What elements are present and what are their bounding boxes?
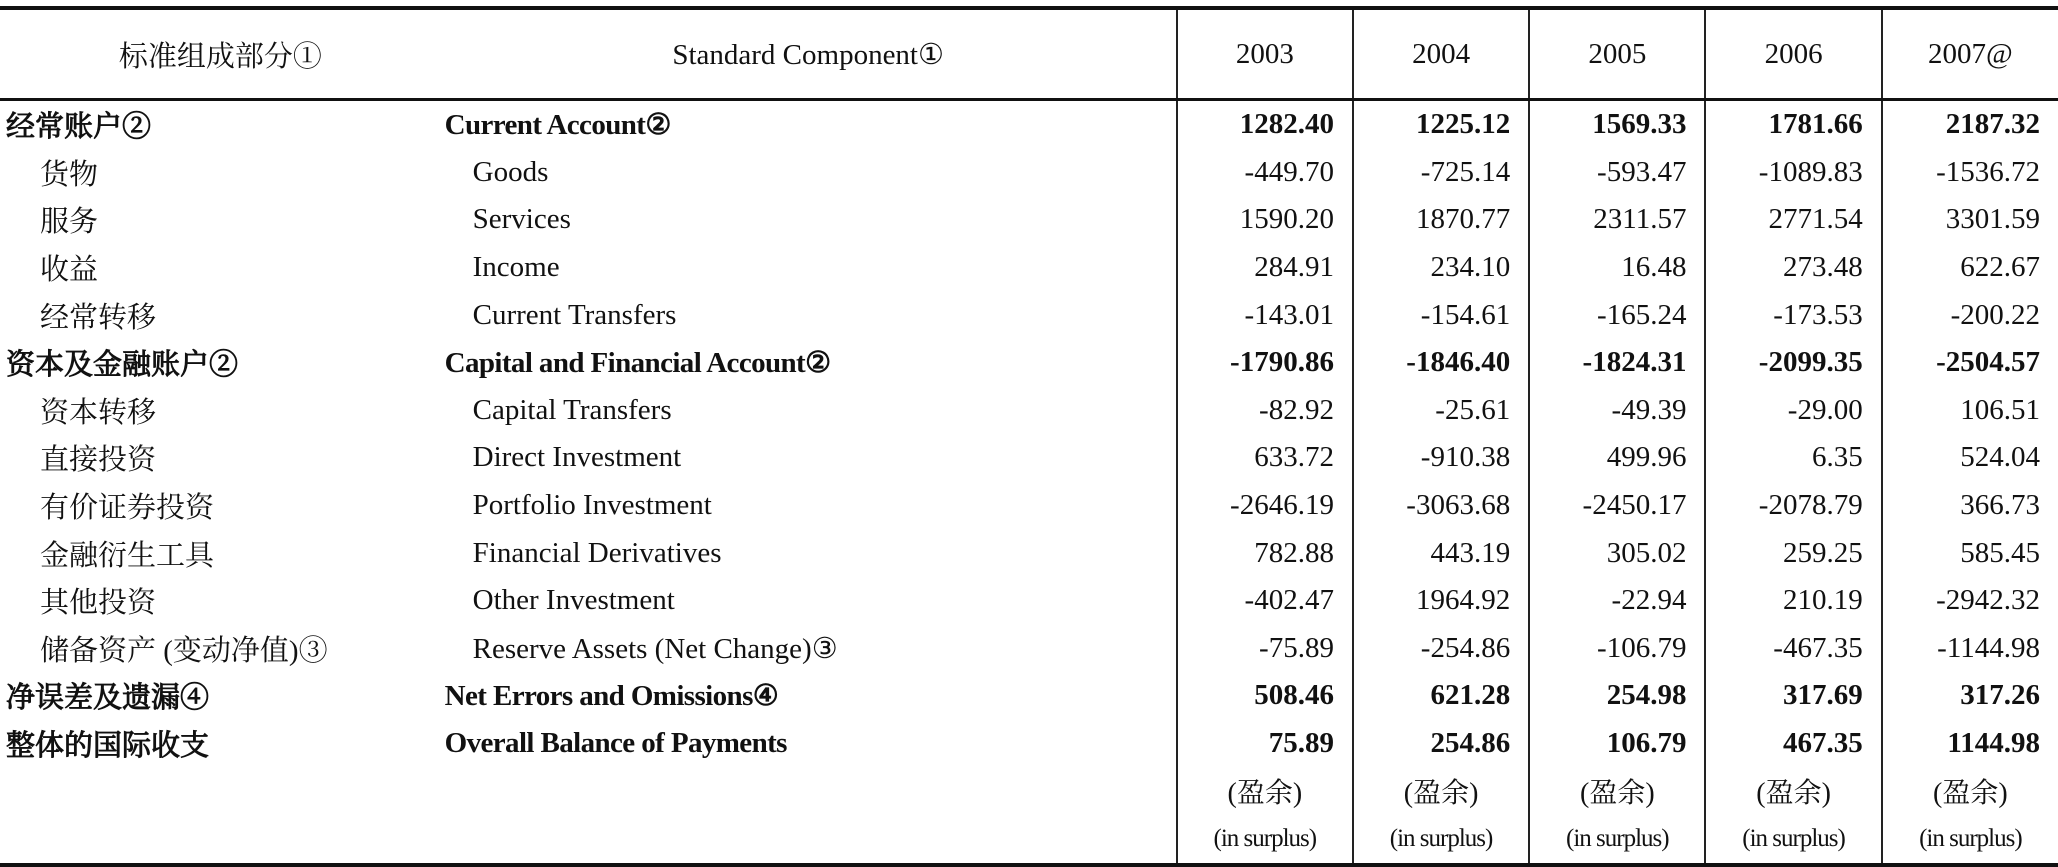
value-cell: -1846.40 — [1353, 339, 1529, 387]
note-cn-row — [0, 767, 2058, 815]
table-row — [0, 149, 2058, 197]
value-cell: 1870.77 — [1353, 196, 1529, 244]
row-label-en: Net Errors and Omissions④ — [444, 680, 779, 713]
note-en-row — [0, 815, 2058, 865]
row-label-en: Overall Balance of Payments — [444, 727, 787, 760]
note-en-cell: (in surplus) — [1177, 815, 1353, 865]
value-cell: -143.01 — [1177, 291, 1353, 339]
value-cell: -1089.83 — [1705, 149, 1881, 197]
header-cn: 标准组成部分① — [0, 8, 441, 100]
header-row — [0, 8, 2058, 100]
value-cell: -106.79 — [1529, 625, 1705, 673]
value-cell: 633.72 — [1177, 434, 1353, 482]
row-label-en: Reserve Assets (Net Change)③ — [472, 632, 838, 665]
value-cell: -2504.57 — [1882, 339, 2058, 387]
value-cell: 499.96 — [1529, 434, 1705, 482]
row-label-cn: 服务 — [40, 206, 99, 239]
row-label-cn: 资本及金融账户② — [6, 349, 239, 382]
value-cell: -1536.72 — [1882, 149, 2058, 197]
empty-cell — [0, 767, 441, 815]
value-cell: 622.67 — [1882, 244, 2058, 292]
row-label-cn: 直接投资 — [40, 444, 157, 477]
header-year-2003: 2003 — [1177, 8, 1353, 100]
row-label-en: Capital Transfers — [472, 393, 672, 426]
row-label-en: Goods — [472, 155, 549, 188]
row-label-cn: 金融衍生工具 — [40, 539, 215, 572]
note-cn-cell: (盈余) — [1177, 767, 1353, 815]
table-row — [0, 672, 2058, 720]
note-cn-cell: (盈余) — [1882, 767, 2058, 815]
table-row — [0, 100, 2058, 149]
value-cell: 443.19 — [1353, 529, 1529, 577]
value-cell: -165.24 — [1529, 291, 1705, 339]
header-year-2005: 2005 — [1529, 8, 1705, 100]
row-label-cn: 资本转移 — [40, 396, 157, 429]
value-cell: -593.47 — [1529, 149, 1705, 197]
value-cell: -1824.31 — [1529, 339, 1705, 387]
value-cell: 210.19 — [1705, 577, 1881, 625]
value-cell: 1590.20 — [1177, 196, 1353, 244]
value-cell: 273.48 — [1705, 244, 1881, 292]
row-label-cn: 有价证券投资 — [40, 492, 215, 525]
row-label-en: Direct Investment — [472, 441, 682, 474]
value-cell: -1790.86 — [1177, 339, 1353, 387]
value-cell: 508.46 — [1177, 672, 1353, 720]
value-cell: 305.02 — [1529, 529, 1705, 577]
table-row — [0, 529, 2058, 577]
value-cell: 234.10 — [1353, 244, 1529, 292]
header-year-2006: 2006 — [1705, 8, 1881, 100]
value-cell: 1569.33 — [1529, 100, 1705, 149]
note-en-cell: (in surplus) — [1353, 815, 1529, 865]
row-label-cn: 整体的国际收支 — [6, 730, 210, 763]
value-cell: -75.89 — [1177, 625, 1353, 673]
value-cell: -725.14 — [1353, 149, 1529, 197]
row-label-en: Current Account② — [444, 109, 671, 142]
header-year-2004: 2004 — [1353, 8, 1529, 100]
value-cell: 106.51 — [1882, 387, 2058, 435]
value-cell: 317.69 — [1705, 672, 1881, 720]
value-cell: 106.79 — [1529, 720, 1705, 768]
row-label-cn: 净误差及遗漏④ — [6, 682, 210, 715]
value-cell: -1144.98 — [1882, 625, 2058, 673]
row-label-cn: 收益 — [40, 254, 99, 287]
value-cell: 524.04 — [1882, 434, 2058, 482]
value-cell: 3301.59 — [1882, 196, 2058, 244]
value-cell: -402.47 — [1177, 577, 1353, 625]
value-cell: -154.61 — [1353, 291, 1529, 339]
value-cell: -200.22 — [1882, 291, 2058, 339]
note-cn-cell: (盈余) — [1705, 767, 1881, 815]
table-row — [0, 720, 2058, 768]
row-label-cn: 经常转移 — [40, 301, 157, 334]
value-cell: 366.73 — [1882, 482, 2058, 530]
value-cell: 6.35 — [1705, 434, 1881, 482]
value-cell: -2942.32 — [1882, 577, 2058, 625]
value-cell: 16.48 — [1529, 244, 1705, 292]
value-cell: -2099.35 — [1705, 339, 1881, 387]
empty-cell — [0, 815, 441, 865]
value-cell: -2646.19 — [1177, 482, 1353, 530]
value-cell: 1144.98 — [1882, 720, 2058, 768]
table-row — [0, 434, 2058, 482]
row-label-en: Other Investment — [472, 584, 675, 617]
value-cell: 467.35 — [1705, 720, 1881, 768]
value-cell: 1282.40 — [1177, 100, 1353, 149]
row-label-cn: 经常账户② — [6, 111, 152, 144]
empty-cell — [441, 767, 1177, 815]
value-cell: -29.00 — [1705, 387, 1881, 435]
value-cell: -254.86 — [1353, 625, 1529, 673]
note-en-cell: (in surplus) — [1882, 815, 2058, 865]
table-row — [0, 244, 2058, 292]
value-cell: 2311.57 — [1529, 196, 1705, 244]
value-cell: 259.25 — [1705, 529, 1881, 577]
value-cell: -82.92 — [1177, 387, 1353, 435]
value-cell: 2771.54 — [1705, 196, 1881, 244]
balance-of-payments-table — [0, 6, 2058, 867]
note-en-cell: (in surplus) — [1529, 815, 1705, 865]
row-label-en: Services — [472, 203, 571, 236]
table-body — [0, 100, 2058, 865]
empty-cell — [441, 815, 1177, 865]
value-cell: -25.61 — [1353, 387, 1529, 435]
value-cell: 284.91 — [1177, 244, 1353, 292]
value-cell: -49.39 — [1529, 387, 1705, 435]
row-label-en: Capital and Financial Account② — [444, 347, 831, 380]
row-label-en: Income — [472, 251, 560, 284]
table-row — [0, 196, 2058, 244]
note-cn-cell: (盈余) — [1353, 767, 1529, 815]
value-cell: -3063.68 — [1353, 482, 1529, 530]
value-cell: 254.86 — [1353, 720, 1529, 768]
value-cell: 621.28 — [1353, 672, 1529, 720]
note-cn-cell: (盈余) — [1529, 767, 1705, 815]
value-cell: 585.45 — [1882, 529, 2058, 577]
row-label-en: Financial Derivatives — [472, 536, 722, 569]
table-row — [0, 387, 2058, 435]
row-label-en: Portfolio Investment — [472, 489, 712, 522]
table-row — [0, 339, 2058, 387]
table-row — [0, 482, 2058, 530]
value-cell: 254.98 — [1529, 672, 1705, 720]
row-label-cn: 其他投资 — [40, 587, 157, 620]
value-cell: -2078.79 — [1705, 482, 1881, 530]
header-en: Standard Component① — [441, 8, 1177, 100]
value-cell: -910.38 — [1353, 434, 1529, 482]
value-cell: 75.89 — [1177, 720, 1353, 768]
value-cell: -173.53 — [1705, 291, 1881, 339]
table-row — [0, 577, 2058, 625]
row-label-en: Current Transfers — [472, 298, 677, 331]
value-cell: 1225.12 — [1353, 100, 1529, 149]
table-row — [0, 291, 2058, 339]
header-year-2007: 2007@ — [1882, 8, 2058, 100]
value-cell: -467.35 — [1705, 625, 1881, 673]
value-cell: 2187.32 — [1882, 100, 2058, 149]
row-label-cn: 货物 — [40, 158, 99, 191]
value-cell: 1781.66 — [1705, 100, 1881, 149]
row-label-cn: 储备资产 (变动净值)③ — [40, 634, 328, 667]
note-en-cell: (in surplus) — [1705, 815, 1881, 865]
value-cell: -449.70 — [1177, 149, 1353, 197]
value-cell: -22.94 — [1529, 577, 1705, 625]
value-cell: 782.88 — [1177, 529, 1353, 577]
value-cell: 317.26 — [1882, 672, 2058, 720]
value-cell: -2450.17 — [1529, 482, 1705, 530]
table-row — [0, 625, 2058, 673]
value-cell: 1964.92 — [1353, 577, 1529, 625]
